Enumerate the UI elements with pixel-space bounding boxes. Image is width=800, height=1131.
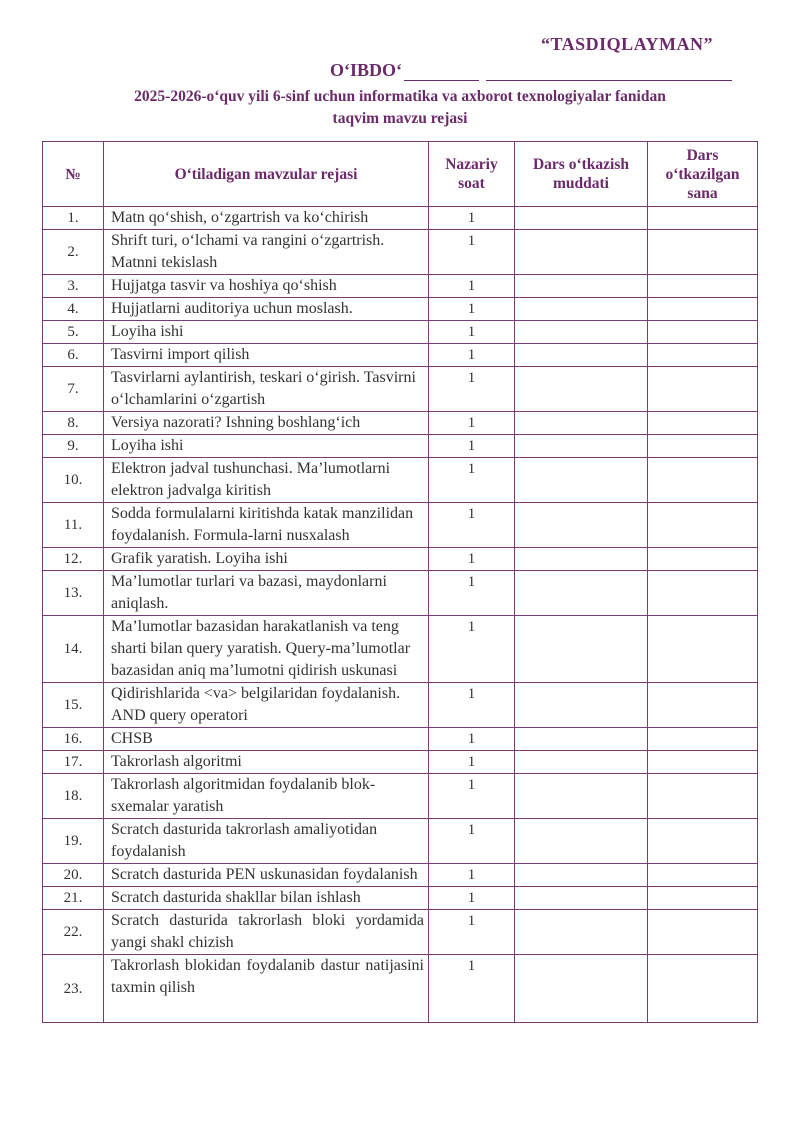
director-label: O‘IBDO‘ <box>330 60 402 80</box>
row-hours: 1 <box>429 435 515 458</box>
title-line-1: 2025-2026-o‘quv yili 6-sinf uchun informatika va axborot texnologiyalar fanidan <box>134 88 666 105</box>
table-row <box>43 321 758 344</box>
row-date-cell <box>648 887 758 910</box>
row-number: 15. <box>43 683 104 728</box>
row-number: 6. <box>43 344 104 367</box>
row-date-cell <box>648 774 758 819</box>
row-topic: Takrorlash algoritmi <box>104 751 429 774</box>
row-date-cell <box>648 751 758 774</box>
row-period-cell <box>515 864 648 887</box>
row-topic: Versiya nazorati? Ishning boshlang‘ich <box>104 412 429 435</box>
table-row <box>43 774 758 819</box>
row-date-cell <box>648 819 758 864</box>
table-row <box>43 864 758 887</box>
col-header-topic: O‘tiladigan mavzular rejasi <box>104 142 429 207</box>
row-hours: 1 <box>429 367 515 412</box>
row-period-cell <box>515 571 648 616</box>
row-period-cell <box>515 728 648 751</box>
signature-blank <box>404 62 479 81</box>
table-row <box>43 910 758 955</box>
row-number: 7. <box>43 367 104 412</box>
row-date-cell <box>648 344 758 367</box>
table-row <box>43 298 758 321</box>
row-hours: 1 <box>429 774 515 819</box>
row-period-cell <box>515 887 648 910</box>
row-hours: 1 <box>429 230 515 275</box>
row-number: 17. <box>43 751 104 774</box>
schedule-table <box>42 141 758 1023</box>
row-date-cell <box>648 683 758 728</box>
row-period-cell <box>515 412 648 435</box>
row-period-cell <box>515 503 648 548</box>
row-number: 11. <box>43 503 104 548</box>
col-header-date <box>648 142 758 207</box>
col-header-period-text: Dars o‘tkazish muddati <box>532 156 629 192</box>
table-row <box>43 955 758 1023</box>
table-row <box>43 819 758 864</box>
row-date-cell <box>648 458 758 503</box>
table-row <box>43 458 758 503</box>
row-hours: 1 <box>429 548 515 571</box>
row-period-cell <box>515 207 648 230</box>
row-topic: Takrorlash algoritmidan foydalanib blok-sxemalar yaratish <box>104 774 429 819</box>
row-date-cell <box>648 548 758 571</box>
row-number: 8. <box>43 412 104 435</box>
row-hours: 1 <box>429 683 515 728</box>
row-number: 10. <box>43 458 104 503</box>
row-date-cell <box>648 367 758 412</box>
approval-heading: “TASDIQLAYMAN” <box>541 34 714 54</box>
row-topic: Hujjatlarni auditoriya uchun moslash. <box>104 298 429 321</box>
row-period-cell <box>515 367 648 412</box>
table-row <box>43 683 758 728</box>
row-topic: Scratch dasturida takrorlash bloki yordamida yangi shakl chizish <box>104 910 429 955</box>
table-row <box>43 367 758 412</box>
row-number: 18. <box>43 774 104 819</box>
row-topic: Ma’lumotlar bazasidan harakatlanish va teng sharti bilan query yaratish. Query-ma’lumotlar bazasidan aniq ma’lumotni qidirish uskunasi <box>104 616 429 683</box>
row-topic: Tasvirni import qilish <box>104 344 429 367</box>
row-topic: Shrift turi, o‘lchami va rangini o‘zgartrish. Matnni tekislash <box>104 230 429 275</box>
col-header-number: № <box>43 142 104 207</box>
row-date-cell <box>648 275 758 298</box>
row-period-cell <box>515 344 648 367</box>
row-number: 20. <box>43 864 104 887</box>
row-number: 12. <box>43 548 104 571</box>
row-topic: CHSB <box>104 728 429 751</box>
row-topic: Qidirishlarida <va> belgilaridan foydalanish. AND query operatori <box>104 683 429 728</box>
row-hours: 1 <box>429 321 515 344</box>
table-row <box>43 275 758 298</box>
row-topic: Hujjatga tasvir va hoshiya qo‘shish <box>104 275 429 298</box>
row-number: 3. <box>43 275 104 298</box>
row-hours: 1 <box>429 458 515 503</box>
row-topic: Scratch dasturida PEN uskunasidan foydalanish <box>104 864 429 887</box>
row-number: 2. <box>43 230 104 275</box>
row-hours: 1 <box>429 616 515 683</box>
row-hours: 1 <box>429 207 515 230</box>
row-topic: Elektron jadval tushunchasi. Ma’lumotlarni elektron jadvalga kiritish <box>104 458 429 503</box>
row-number: 22. <box>43 910 104 955</box>
row-period-cell <box>515 819 648 864</box>
row-period-cell <box>515 616 648 683</box>
row-hours: 1 <box>429 728 515 751</box>
row-hours: 1 <box>429 275 515 298</box>
row-topic: Tasvirlarni aylantirish, teskari o‘girish. Tasvirni o‘lchamlarini o‘zgartish <box>104 367 429 412</box>
row-date-cell <box>648 864 758 887</box>
row-hours: 1 <box>429 910 515 955</box>
table-row <box>43 503 758 548</box>
row-topic: Scratch dasturida shakllar bilan ishlash <box>104 887 429 910</box>
row-period-cell <box>515 321 648 344</box>
row-number: 5. <box>43 321 104 344</box>
row-period-cell <box>515 774 648 819</box>
row-topic: Matn qo‘shish, o‘zgartrish va ko‘chirish <box>104 207 429 230</box>
table-row <box>43 571 758 616</box>
row-date-cell <box>648 728 758 751</box>
row-date-cell <box>648 955 758 1023</box>
col-header-date-text: Dars o‘tkazilgan sana <box>665 146 740 202</box>
title-line-2: taqvim mavzu rejasi <box>332 110 468 127</box>
row-number: 1. <box>43 207 104 230</box>
col-header-hours <box>429 142 515 207</box>
row-hours: 1 <box>429 412 515 435</box>
table-header-row <box>43 142 758 207</box>
row-topic: Sodda formulalarni kiritishda katak manzilidan foydalanish. Formula-larni nusxalash <box>104 503 429 548</box>
row-number: 13. <box>43 571 104 616</box>
row-date-cell <box>648 616 758 683</box>
row-period-cell <box>515 683 648 728</box>
row-period-cell <box>515 298 648 321</box>
row-period-cell <box>515 435 648 458</box>
row-hours: 1 <box>429 819 515 864</box>
row-hours: 1 <box>429 887 515 910</box>
row-period-cell <box>515 751 648 774</box>
table-row <box>43 728 758 751</box>
row-date-cell <box>648 230 758 275</box>
row-number: 9. <box>43 435 104 458</box>
row-period-cell <box>515 910 648 955</box>
col-header-hours-text: Nazariy soat <box>445 156 498 192</box>
table-row <box>43 548 758 571</box>
row-topic: Loyiha ishi <box>104 435 429 458</box>
row-hours: 1 <box>429 864 515 887</box>
table-row <box>43 207 758 230</box>
row-hours: 1 <box>429 751 515 774</box>
row-topic: Grafik yaratish. Loyiha ishi <box>104 548 429 571</box>
col-header-period <box>515 142 648 207</box>
row-number: 19. <box>43 819 104 864</box>
row-date-cell <box>648 298 758 321</box>
row-period-cell <box>515 458 648 503</box>
row-topic: Ma’lumotlar turlari va bazasi, maydonlarni aniqlash. <box>104 571 429 616</box>
row-hours: 1 <box>429 298 515 321</box>
row-hours: 1 <box>429 571 515 616</box>
row-period-cell <box>515 548 648 571</box>
row-topic: Scratch dasturida takrorlash amaliyotidan foydalanish <box>104 819 429 864</box>
row-hours: 1 <box>429 503 515 548</box>
row-date-cell <box>648 207 758 230</box>
row-date-cell <box>648 503 758 548</box>
row-date-cell <box>648 435 758 458</box>
row-period-cell <box>515 230 648 275</box>
document-title <box>0 86 800 130</box>
row-number: 16. <box>43 728 104 751</box>
director-signature-line <box>330 60 732 81</box>
row-hours: 1 <box>429 344 515 367</box>
row-date-cell <box>648 910 758 955</box>
name-blank <box>486 62 732 81</box>
table-row <box>43 751 758 774</box>
row-period-cell <box>515 955 648 1023</box>
row-topic: Loyiha ishi <box>104 321 429 344</box>
row-number: 21. <box>43 887 104 910</box>
row-date-cell <box>648 321 758 344</box>
row-hours: 1 <box>429 955 515 1023</box>
row-number: 14. <box>43 616 104 683</box>
row-date-cell <box>648 412 758 435</box>
row-date-cell <box>648 571 758 616</box>
table-row <box>43 887 758 910</box>
row-topic: Takrorlash blokidan foydalanib dastur natijasini taxmin qilish <box>104 955 429 1023</box>
row-number: 23. <box>43 955 104 1023</box>
table-row <box>43 344 758 367</box>
table-row <box>43 616 758 683</box>
row-number: 4. <box>43 298 104 321</box>
row-period-cell <box>515 275 648 298</box>
table-row <box>43 412 758 435</box>
table-row <box>43 230 758 275</box>
table-row <box>43 435 758 458</box>
